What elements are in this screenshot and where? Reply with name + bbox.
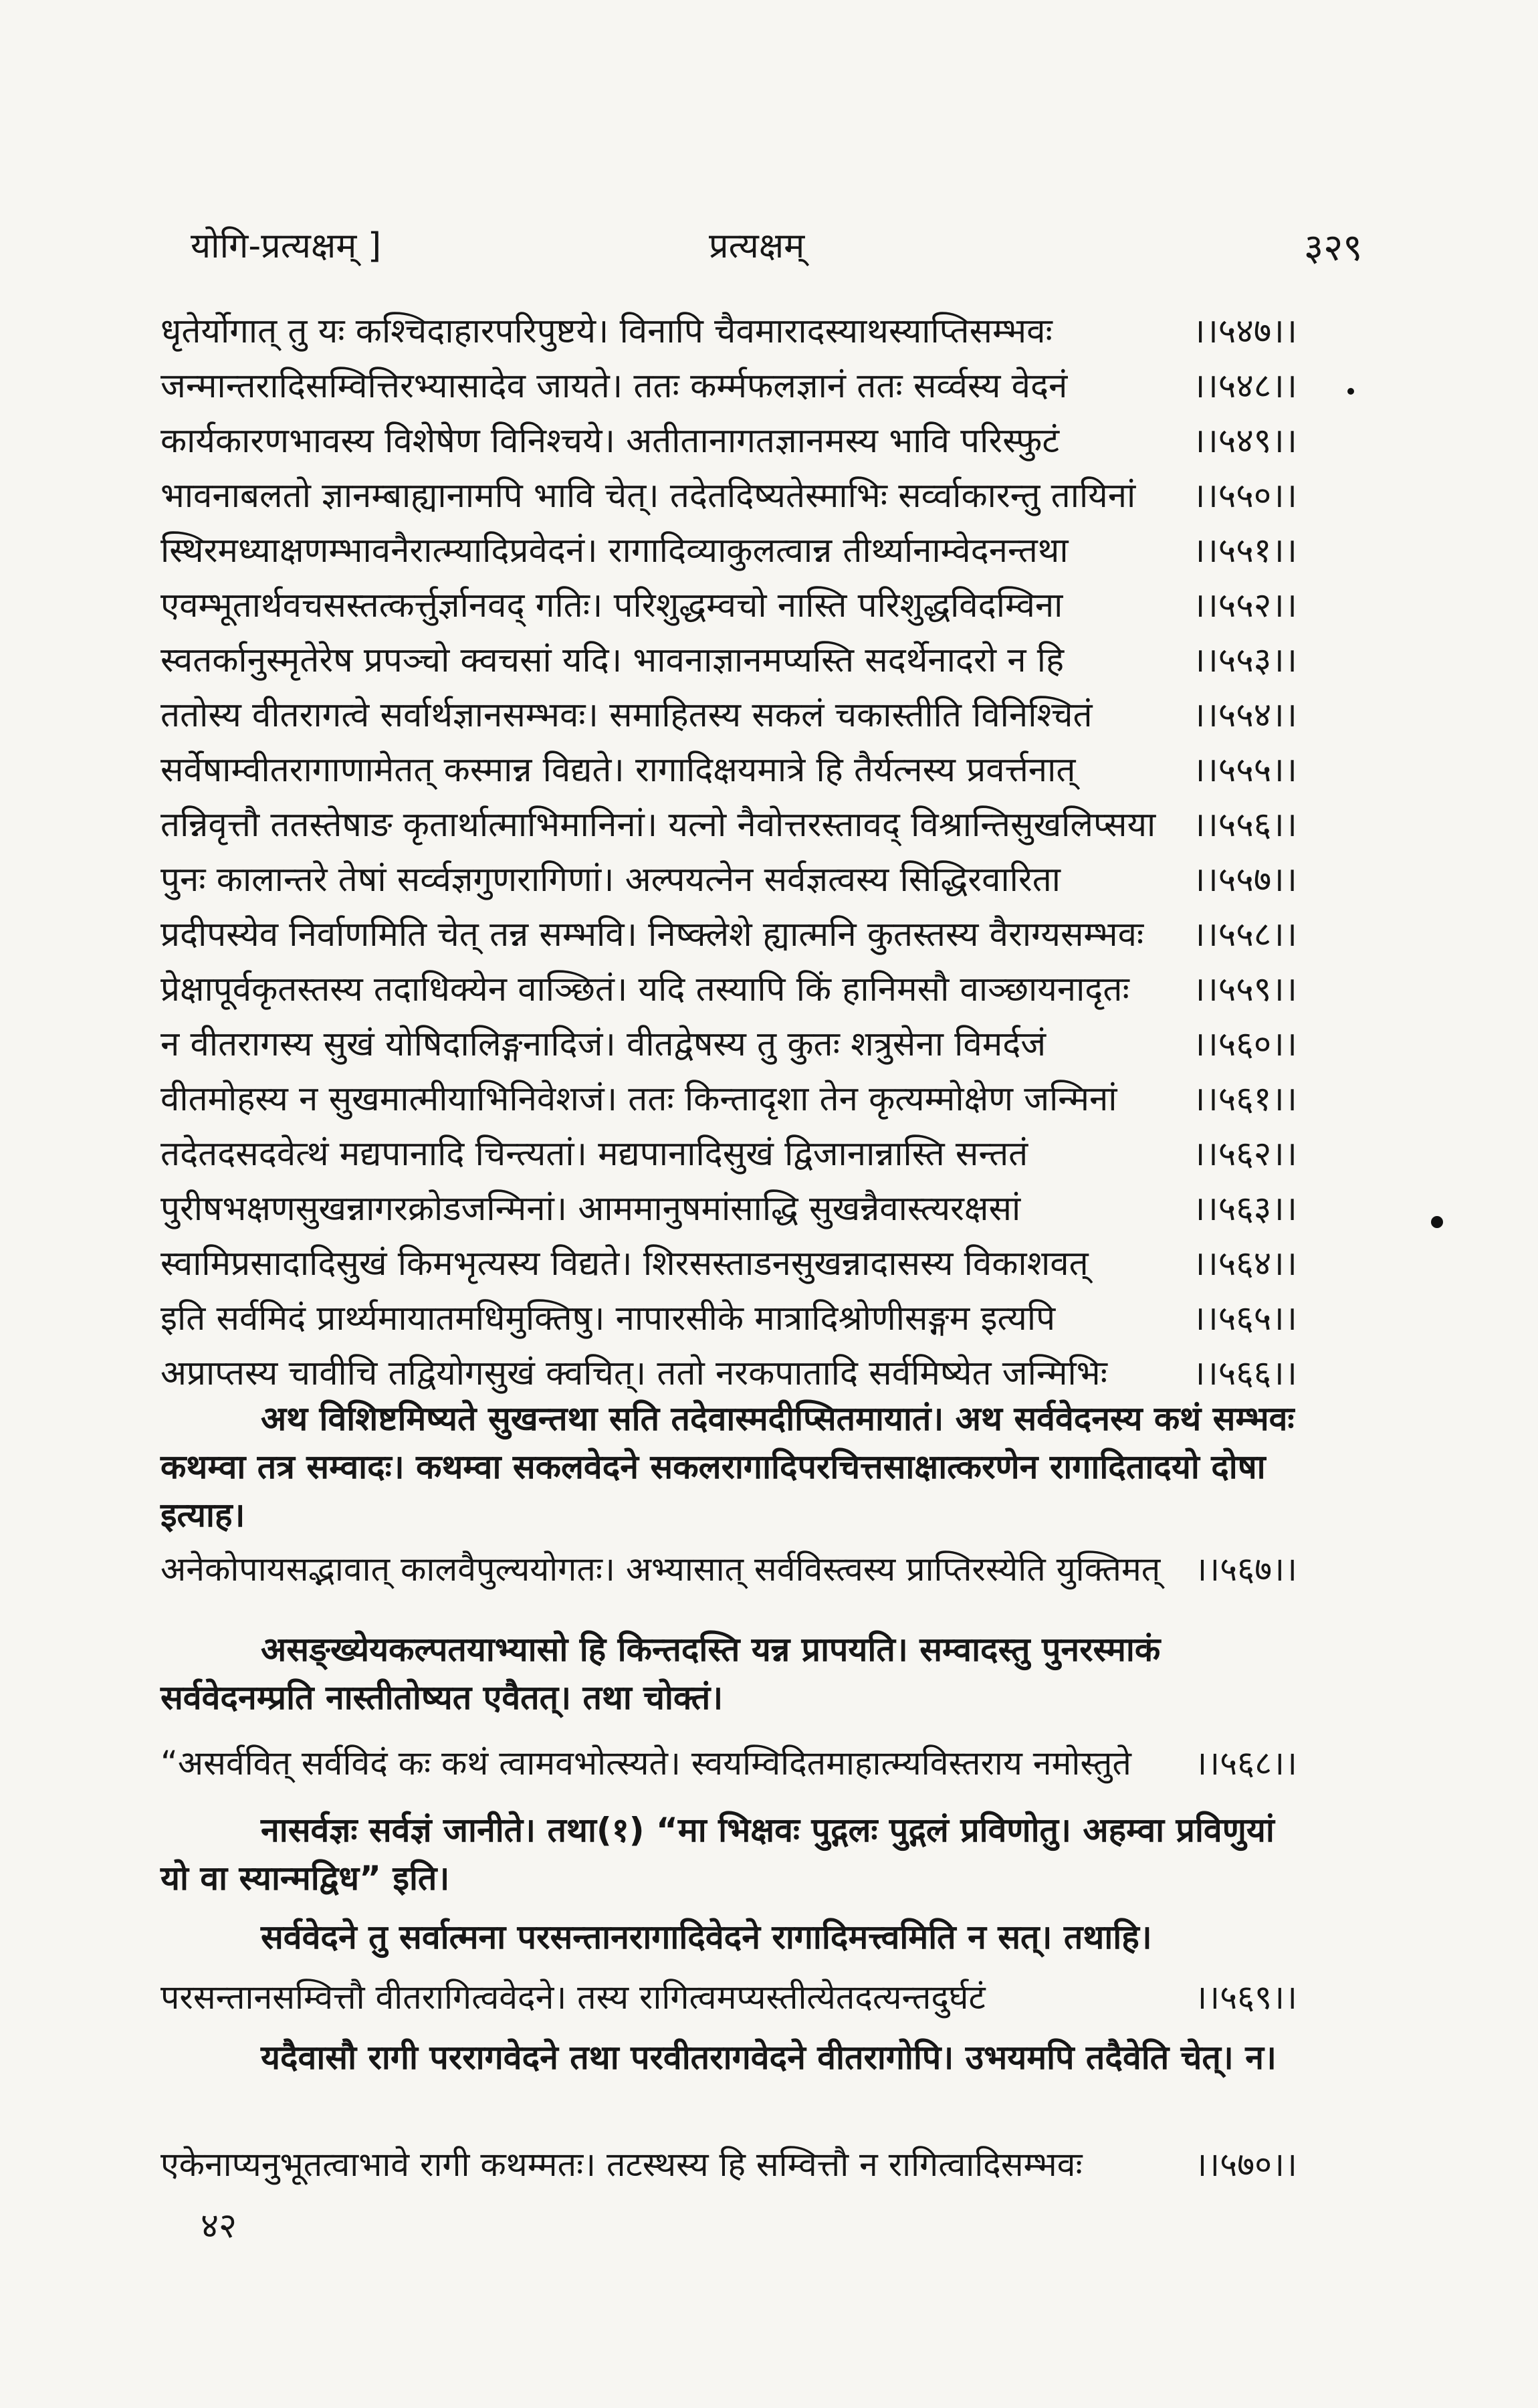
verse-text: प्रदीपस्येव निर्वाणमिति चेत् तन्न सम्भवि। निष्क्लेशे ह्यात्मनि कुतस्तस्य वैराग्यसम्भवः [160, 915, 1144, 955]
verse-number: ।।५५६।। [1192, 805, 1297, 845]
verse-number: ।।५६३।। [1192, 1189, 1297, 1229]
verse-line [160, 853, 1297, 908]
verse-line [160, 1292, 1297, 1346]
commentary-text: असङ्ख्येयकल्पतयाभ्यासो हि किन्तदस्ति यन्न प्रापयति। सम्वादस्तु पुनरस्माकं सर्ववेदनम्प्रति नास्तीतोष्यत एवैतत्। तथा चोक्तं। [160, 1630, 1161, 1717]
verse-number: ।।५६१।। [1192, 1080, 1297, 1119]
verse-text: स्वामिप्रसादादिसुखं किमभृत्यस्य विद्यते। शिरसस्ताडनसुखन्नादासस्य विकाशवत् [160, 1244, 1089, 1284]
commentary-paragraph-1 [160, 1395, 1297, 1539]
verse-number: ।।५६४।। [1192, 1244, 1297, 1284]
verse-number: ।।५४९।। [1192, 421, 1297, 461]
verse-number: ।।५५९।। [1192, 970, 1297, 1009]
verse-line [160, 524, 1297, 579]
scan-speck [1347, 388, 1354, 395]
verse-line [160, 908, 1297, 963]
verse-text: अप्राप्तस्य चावीचि तद्वियोगसुखं क्वचित्। ततो नरकपातादि सर्वमिष्येत जन्मिभिः [160, 1354, 1107, 1393]
verse-570 [160, 2140, 1297, 2189]
verse-line [160, 798, 1297, 853]
verse-line [160, 963, 1297, 1017]
verse-number: ।।५५७।। [1192, 860, 1297, 900]
verse-line [160, 688, 1297, 743]
verse-number: ।।५५४।। [1192, 696, 1297, 735]
verse-text: तन्निवृत्तौ ततस्तेषाङ कृतार्थात्माभिमानिनां। यत्नो नैवोत्तरस्तावद् विश्रान्तिसुखलिप्सया [160, 805, 1156, 845]
verse-line [160, 1072, 1297, 1127]
verse-number: ।।५६९।। [1194, 1978, 1297, 2017]
verse-line [160, 414, 1297, 469]
verse-text: न वीतरागस्य सुखं योषिदालिङ्गनादिजं। वीतद्वेषस्य तु कुतः शत्रुसेना विमर्दजं [160, 1025, 1047, 1064]
verse-line [160, 743, 1297, 798]
commentary-paragraph-2 [160, 1625, 1297, 1722]
verse-text: स्थिरमध्याक्षणम्भावनैरात्म्यादिप्रवेदनं। रागादिव्याकुलत्वान्न तीर्थ्यानाम्वेदनन्तथा [160, 531, 1069, 571]
commentary-text: अथ विशिष्टमिष्यते सुखन्तथा सति तदेवास्मदीप्सितमायातं। अथ सर्ववेदनस्य कथं सम्भवः कथम्वा तत्र सम्वादः। कथम्वा सकलवेदने सकलरागादिपरचित्तसाक्षात्करणेन रागादितादयो दोषा इत्याह। [160, 1399, 1295, 1534]
verse-567 [160, 1545, 1297, 1593]
verse-text: कार्यकारणभावस्य विशेषेण विनिश्चये। अतीतानागतज्ञानमस्य भावि परिस्फुटं [160, 421, 1060, 461]
verse-number: ।।५७०।। [1194, 2145, 1297, 2184]
commentary-text: यदैवासौ रागी पररागवेदने तथा परवीतरागवेदने वीतरागोपि। उभयमपि तदैवेति चेत्। न। [261, 2038, 1277, 2077]
running-head-section: योगि-प्रत्यक्षम् ] [191, 226, 382, 266]
verse-number: ।।५५५।। [1192, 750, 1297, 790]
verse-number: ।।५६२।। [1192, 1134, 1297, 1174]
verse-text: स्वतर्कानुस्मृतेरेष प्रपञ्चो क्वचसां यदि। भावनाज्ञानमप्यस्ति सदर्थेनादरो न हि [160, 641, 1065, 680]
commentary-paragraph-5 [160, 2033, 1297, 2082]
verse-line [160, 1346, 1297, 1401]
verse-text: वीतमोहस्य न सुखमात्मीयाभिनिवेशजं। ततः किन्तादृशा तेन कृत्यम्मोक्षेण जन्मिनां [160, 1080, 1117, 1119]
verse-line [160, 633, 1297, 688]
verse-number: ।।५४८।। [1192, 367, 1297, 406]
verse-text: “असर्ववित् सर्वविदं कः कथं त्वामवभोत्स्यते। स्वयम्विदितमाहात्म्यविस्तराय नमोस्तुते [160, 1744, 1131, 1783]
verse-text: ततोस्य वीतरागत्वे सर्वार्थज्ञानसम्भवः। समाहितस्य सकलं चकास्तीति विनिश्चितं [160, 696, 1093, 735]
commentary-text: सर्ववेदने तु सर्वात्मना परसन्तानरागादिवेदने रागादिमत्त्वमिति न सत्। तथाहि। [261, 1918, 1152, 1956]
verse-text: एकेनाप्यनुभूतत्वाभावे रागी कथम्मतः। तटस्थस्य हि सम्वित्तौ न रागित्वादिसम्भवः [160, 2145, 1083, 2184]
verse-line [160, 359, 1297, 414]
verse-number: ।।५५०।। [1192, 476, 1297, 516]
verse-text: तदेतदसदवेत्थं मद्यपानादि चिन्त्यतां। मद्यपानादिसुखं द्विजानान्नास्ति सन्ततं [160, 1134, 1028, 1174]
commentary-paragraph-4 [160, 1913, 1297, 1961]
commentary-paragraph-3 [160, 1806, 1297, 1902]
scan-speck [1431, 1216, 1443, 1228]
verse-number: ।।५५१।। [1192, 531, 1297, 571]
verse-text: प्रेक्षापूर्वकृतस्तस्य तदाधिक्येन वाञ्छितं। यदि तस्यापि किं हानिमसौ वाञ्छायनादृतः [160, 970, 1129, 1009]
verse-line [160, 1127, 1297, 1182]
verse-text: परसन्तानसम्वित्तौ वीतरागित्ववेदने। तस्य रागित्वमप्यस्तीत्येतदत्यन्तदुर्घटं [160, 1978, 986, 2017]
verse-line [160, 304, 1297, 359]
verse-text: सर्वेषाम्वीतरागाणामेतत् कस्मान्न विद्यते। रागादिक्षयमात्रे हि तैर्यत्नस्य प्रवर्त्तनात् [160, 750, 1076, 790]
verse-text: भावनाबलतो ज्ञानम्बाह्यानामपि भावि चेत्। तदेतदिष्यतेस्माभिः सर्व्वाकारन्तु तायिनां [160, 476, 1136, 516]
verse-number: ।।५५८।। [1192, 915, 1297, 955]
verse-number: ।।५५३।। [1192, 641, 1297, 680]
verse-number: ।।५५२।। [1192, 586, 1297, 625]
commentary-text: नासर्वज्ञः सर्वज्ञं जानीते। तथा(१) “मा भिक्षवः पुद्गलः पुद्गलं प्रविणोतु। अहम्वा प्रविणुयां यो वा स्यान्मद्विध” इति। [160, 1811, 1275, 1898]
verse-text: जन्मान्तरादिसम्वित्तिरभ्यासादेव जायते। ततः कर्म्मफलज्ञानं ततः सर्व्वस्य वेदनं [160, 367, 1068, 406]
verse-text: पुरीषभक्षणसुखन्नागरक्रोडजन्मिनां। आममानुषमांसाद्धि सुखन्नैवास्त्यरक्षसां [160, 1189, 1021, 1229]
verse-text: पुनः कालान्तरे तेषां सर्व्वज्ञगुणरागिणां। अल्पयत्नेन सर्वज्ञत्वस्य सिद्धिरवारिता [160, 860, 1061, 900]
verse-list [160, 304, 1297, 1401]
verse-568 [160, 1739, 1297, 1787]
verse-text: एवम्भूतार्थवचसस्तत्कर्त्तुर्ज्ञानवद् गतिः। परिशुद्धम्वचो नास्ति परिशुद्धविदम्विना [160, 586, 1063, 625]
verse-text: धृतेर्योगात् तु यः कश्चिदाहारपरिपुष्टये। विनापि चैवमारादस्याथस्याप्तिसम्भवः [160, 312, 1053, 351]
verse-line [160, 469, 1297, 524]
verse-line [160, 1182, 1297, 1237]
signature-mark: ४२ [201, 2206, 237, 2246]
verse-line [160, 1237, 1297, 1292]
verse-number: ।।५४७।। [1192, 312, 1297, 351]
verse-line [160, 579, 1297, 633]
verse-569 [160, 1973, 1297, 2021]
verse-number: ।।५६६।। [1192, 1354, 1297, 1393]
verse-text: अनेकोपायसद्भावात् कालवैपुल्ययोगतः। अभ्यासात् सर्वविस्त्वस्य प्राप्तिरस्येति युक्तिमत् [160, 1550, 1161, 1589]
verse-number: ।।५६०।। [1192, 1025, 1297, 1064]
verse-number: ।।५६८।। [1194, 1744, 1297, 1783]
running-head-title: प्रत्यक्षम् [709, 226, 805, 266]
verse-line [160, 1017, 1297, 1072]
verse-number: ।।५६७।। [1194, 1550, 1297, 1589]
verse-number: ।।५६५।। [1192, 1299, 1297, 1338]
verse-text: इति सर्वमिदं प्रार्थ्यमायातमधिमुक्तिषु। नापारसीके मात्रादिश्रोणीसङ्गम इत्यपि [160, 1299, 1056, 1338]
page-number: ३२९ [1304, 226, 1363, 270]
